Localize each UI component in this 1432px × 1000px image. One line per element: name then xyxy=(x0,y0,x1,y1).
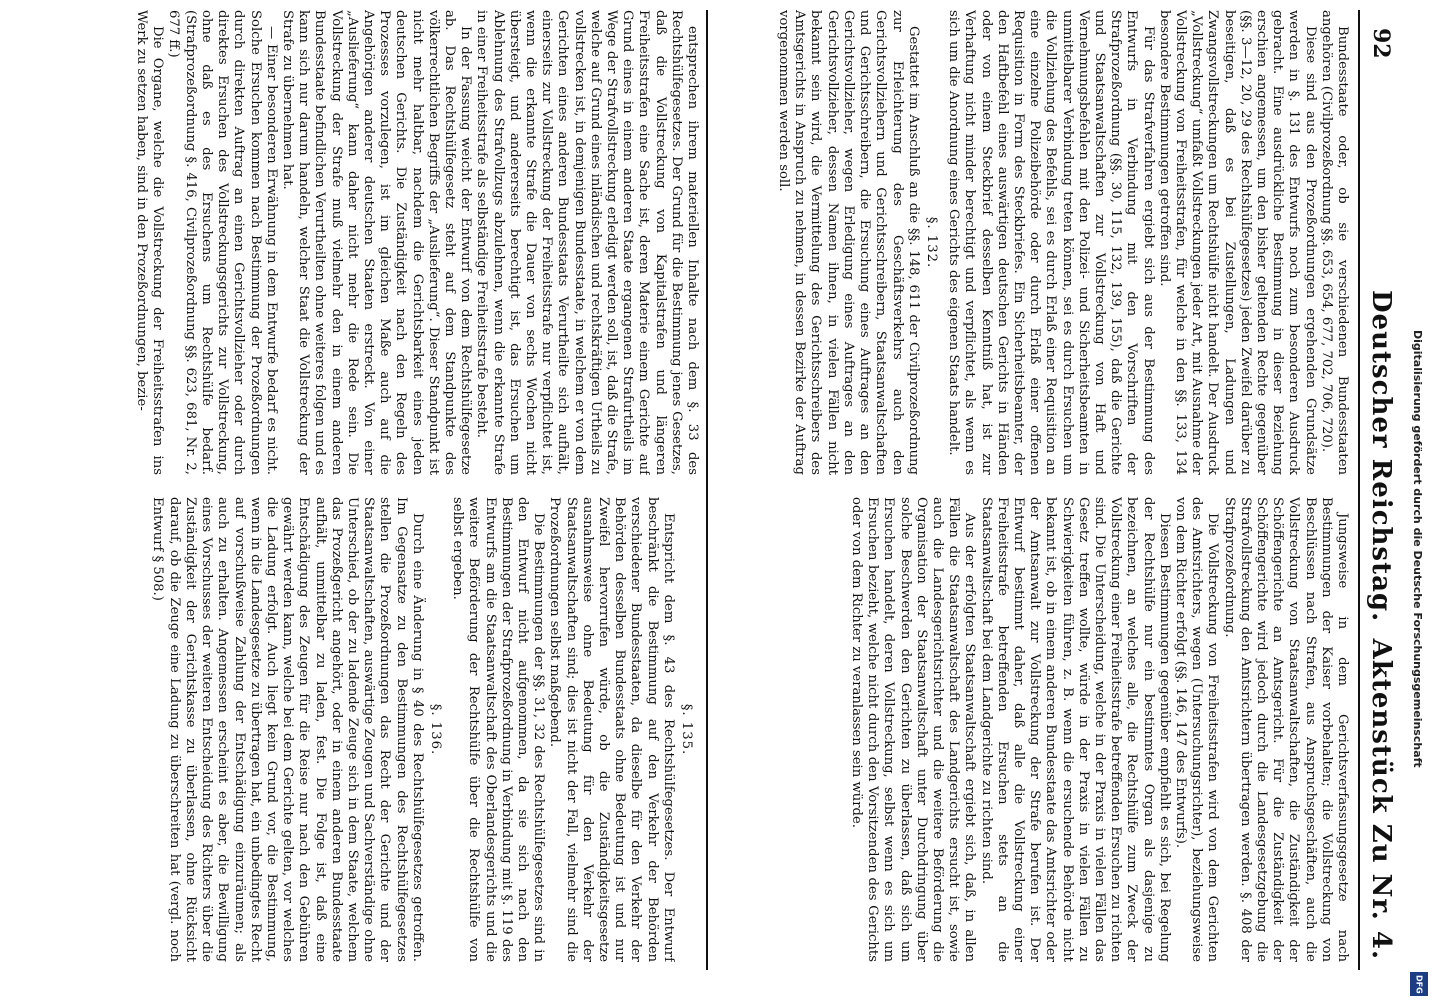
paragraph: Diese sind aus den Prozeßordnungen ergehenden Grundsätze werden in §. 131 des Entwurfs noch zum besonderen Ausdruck gebracht. Eine ausdrückliche Bestimmung in dieser Beziehung erschien angemessen, um den bisher geltenden Rechte gegenüber (§§. 3—12, 20, 29 des Rechtshülfegesetzes) jeden Zweifel darüber zu beseitigen, daß es bei Zustellungen, Ladungen und Zwangsvollstreckungen um Rechtshülfe nicht handelt. Der Ausdruck „Vollstreckung“ umfaßt Vollstreckungen jeder Art, mit Ausnahme der Vollstreckung von Freiheitsstrafen, für welche in den §§. 133, 134 besondere Bestimmungen getroffen sind. xyxy=(1156,10,1318,475)
section-heading: §. 135. xyxy=(679,703,694,756)
paragraph: In der Fassung weicht der Entwurf von dem Rechtshülfegesetze ab. Das Rechtshülfegesetz steht auf dem Standpunkte des völkerrechtlichen Begriffs der „Auslieferung“. Dieser Standpunkt ist nicht mehr haltbar, nachdem die Gerichtsbarkeit eines jeden deutschen Gerichts. Die Zuständigkeit nach den Regeln des Prozesses vorzulegen, ist im gleichen Maße auch auf die Angehörigen anderer deutschen Staaten erstreckt. Von einer „Auslieferung“ kann daher nicht mehr die Rede sein. Die Vollstreckung der Strafe muß vielmehr den in einem anderen Bundesstaate befindlichen Verurtheilten ohne weiteres folgen und es kann sich nur darum handeln, welcher Staat die Vollstreckung der Strafe zu übernehmen hat. xyxy=(279,10,474,475)
lower-left-column xyxy=(30,10,700,475)
dfg-logo-icon: DFG xyxy=(1410,972,1428,996)
paragraph: Entspricht dem §. 43 des Rechtshülfegesetzes. Der Entwurf beschränkt die Bestimmung auf den Verkehr der Behörden verschiedener Bundesstaaten, da dieselbe für den Verkehr der Behörden desselben Bundesstaats ohne Bedeutung ist und nur Zweifel hervorrufen würde, ob die Zuständigkeitsgesetze ausnahmsweise ohne Bedeutung für den Verkehr der Staatsanwaltschaften sind; dies ist nicht der Fall, vielmehr sind die Prozeßordnungen selbst maßgebend. xyxy=(547,497,676,962)
page-number: 92 xyxy=(1368,28,1394,59)
upper-right-column xyxy=(710,497,1350,962)
page-title-right: Aktenstück Zu Nr. 4. xyxy=(1366,638,1396,960)
digitization-credit xyxy=(1410,330,1430,1000)
paragraph: Aus der erfolgten Staatsanwaltschaft ergiebt sich, daß, in allen Fällen die Staatsanwaltschaft des Landgerichts ersucht ist, sowie auch die Landesgerichtsrichter und die weitere Beförderung die Organisation der Staatsanwaltschaft unter Durchdringung über solche Beschwerden den Gerichten zu überlassen, daß sich um Ersuchen handelt, deren Vollstreckung, selbst wenn es sich um Ersuchen bezieht, welche nicht durch den Vorsitzenden des Gerichts oder von dem Richter zu veranlassen sein würde. xyxy=(848,497,978,962)
paragraph: Durch eine Änderung in § 40 des Rechtshülfegesetzes getroffen. Im Gegensatze zu den Bestimmungen des Rechtshülfegesetzes stellen die Prozeßordnungen das Recht der Gerichte und der Staatsanwaltschaften, auswärtige Zeugen und Sachverständige ohne Unterschied, ob der zu ladende Zeuge sich in dem Staate, welchem das Prozeßgericht angehört, oder in einem anderen Bundesstaate aufhält, unmittelbar zu laden, fest. Die Folge ist, daß eine Entschädigung des Zeugen für die Reise nur nach den Gebühren gewährt werden kann, welche bei dem Gerichte gelten, vor welches die Ladung erfolgt. Auch liegt kein Grund vor, die Bestimmung, wenn in die Landesgesetze zu übertragen hat, ein unbedingtes Recht auf vorschußweise Zahlung der Entschädigung einzuräumen; als auch zu erhalten. Angemessen erscheint es aber, die Bewilligung eines Vorschusses der weiteren Entscheidung des Richters über die Zuständigkeit der Gerichtskasse zu überlassen, ohne Rücksicht darauf, ob die Zeuge eine Ladung zu überschreiten hat (vergl. noch Entwurf § 508.) xyxy=(150,497,425,962)
page-title: Deutscher Reichstag. xyxy=(1366,290,1396,623)
paragraph: Die Bestimmungen der §§. 31, 32 des Rechtshülfegesetzes sind in den Entwurf nicht aufgenommen, da sie sich nach den Bestimmungen der Strafprozeßordnung in Verbindung mit §. 119 des Entwurfs am die Staatsanwaltschaft des Oberlandesgerichts und die weitere Beförderung der Rechtshülfe über die Rechtshülfe von selbst ergeben. xyxy=(450,497,547,962)
section-heading: §. 132. xyxy=(923,216,939,269)
paragraph: Diesen Bestimmungen gegenüber empfiehlt es sich, bei Regelung der Rechtshülfe nur ein bestimmtes Organ als dasjenige zu bezeichnen, an welches alle, die Rechtshülfe zum Zweck der Vollstreckung einer Freiheitsstrafe betreffenden Ersuchen zu richten sind. Die Unterscheidung, welche in der Praxis in vielen Fällen das Gesetz treffen wollte, würde in der Praxis in vielen Fällen zu Schwierigkeiten führen, z. B. wenn die ersuchende Behörde nicht bekannt ist, ob in einem anderen Bundesstaate das Amtsrichter oder der Amtsanwalt zur Vollstreckung der Strafe berufen ist. Der Entwurf bestimmt daher, daß alle die Vollstreckung einer Freiheitsstrafe betreffenden Ersuchen stets an die Staatsanwaltschaft bei dem Landgerichte zu richten sind. xyxy=(978,497,1172,962)
paragraph: Bundesstaate oder, ob sie verschiedenen Bundesstaaten angehören (Civilprozeßordnung §§. 653, 654, 677, 702, 706, 720). xyxy=(1318,10,1350,475)
lower-section xyxy=(30,10,700,970)
section-heading: §. 136. xyxy=(427,703,443,756)
credit-text: Digitalisierung gefördert durch die Deutsche Forschungsgemeinschaft xyxy=(1411,330,1424,768)
paragraph: Für das Strafverfahren ergiebt sich aus der Bestimmung des Entwurfs in Verbindung mit den Vorschriften der Strafprozeßordnung (§§. 30, 115, 132, 139, 155), daß die Gerichte und Staatsanwaltschaften zur Vollstreckung von Haft und Vernehmungsbefehlen mit den Polizei- und Sicherheitsbeamten in unmittelbarer Verbindung treten können, sei es durch Ersuchen um die Vollziehung des Befehls, sei es durch Erlaß einer Requisition an eine einzelne Polizeibehörde oder durch Erlaß einer offenen Requisition in Form des Steckbriefes. Ein Sicherheitsbeamter, der den Haftbefehl eines auswärtigen deutschen Gerichts in Händen oder von einem Steckbrief desselben Kenntniß hat, ist zur Verhaftung nicht minder berechtigt und verpflichtet, als wenn es sich um die Anordnung eines Gerichts des eigenen Staats handelt. xyxy=(946,10,1156,475)
upper-left-column xyxy=(710,10,1350,475)
upper-section xyxy=(710,10,1350,970)
paragraph: Die Vollstreckung von Freiheitsstrafen wird von dem Gerichten des Amtsrichters, wegen (Untersuchungsrichter), beziehungsweise von dem Richter erfolgt (§§. 146, 147 des Entwurfs). xyxy=(1172,497,1221,962)
paragraph: entsprechen ihrem materiellen Inhalte nach dem §. 33 des Rechtshülfegesetzes. Der Grund für die Bestimmung jenes Gesetzes, daß die Vollstreckung von Kapitalstrafen und längeren Freiheitsstrafen eine Sache ist, deren Materie einem Gerichte auf Grund eines in einem anderen Staate ergangenen Strafurtheils im Wege der Strafvollstreckung erledigt werden soll, ist, daß die Strafe, welche auf Grund eines inländischen und rechtskräftigen Urtheils zu vollstrecken ist, in demjenigen Bundesstaate, in welchem er von dem Gerichten eines anderen Bundesstaats Verurtheilte sich aufhält, einerseits zur Vollstreckung der Freiheitsstrafe nur verpflichtet ist, wenn die erkannte Strafe die Dauer von sechs Wochen nicht übersteigt, und andererseits berechtigt ist, das Ersuchen um Ablehnung des Strafvollzugs abzulehnen, wenn die erkannte Strafe in einer Freiheitsstrafe als selbständige Freiheitsstrafe besteht. xyxy=(474,10,700,475)
paragraph: Die Organe, welche die Vollstreckung der Freiheitsstrafen ins Werk zu setzen haben, sind in den Prozeßordnungen, bezie- xyxy=(134,10,166,475)
paragraph: — Einer besonderen Erwähnung in dem Entwurfe bedarf es nicht. Solche Ersuchen kommen nach Bestimmung der Prozeßordnungen durch direkten Auftrag an einen Gerichtsvollzieher oder durch direktes Ersuchen des Vollstreckungsgerichts zur Vollstreckung, ohne daß es des Ersuchens um Rechtshülfe bedarf. (Strafprozeßordnung §. 416, Civilprozeßordnung §§. 623, 681, Nr. 2, 677 ff.) xyxy=(166,10,279,475)
paragraph: Jungsweise in dem Gerichtsverfassungsgesetze nach Bestimmungen der Kaiser vorbehalten; die Vollstreckung von Beschlüssen nach Strafen, aus Anspruchsgeschäften, auch die Vollstreckung von Staatsanwaltschaften, die Zuständigkeit der Schöffengerichte an Amtsgericht. Für die Zuständigkeit der Schöffengerichte wird jedoch durch die Landesgesetzgebung die Strafvollstreckung den Amtsrichtern übertragen werden. §. 408 der Strafprozeßordnung. xyxy=(1221,497,1350,962)
lower-right-column xyxy=(30,497,700,962)
page-header xyxy=(1358,10,1400,970)
section-divider xyxy=(706,10,708,970)
paragraph: Gestattet im Anschluß an die §§. 148, 611 der Civilprozeßordnung zur Erleichterung des Geschäftsverkehrs auch den Gerichtsvollziehern und Gerichtsschreibern, Staatsanwaltschaften und Gerichtsschreibern, die Ersuchung eines Auftrages an den Gerichtsvollzieher, wegen Erledigung eines Auftrages an den Gerichtsvollzieher, dessen Namen ihnen, in vielen Fällen nicht bekannt sein wird, die Vermittelung des Gerichtsschreibers des Amtsgerichts in Anspruch zu nehmen, in dessen Bezirke der Auftrag vorgenommen werden soll. xyxy=(776,10,921,475)
scanned-page xyxy=(20,10,1400,970)
